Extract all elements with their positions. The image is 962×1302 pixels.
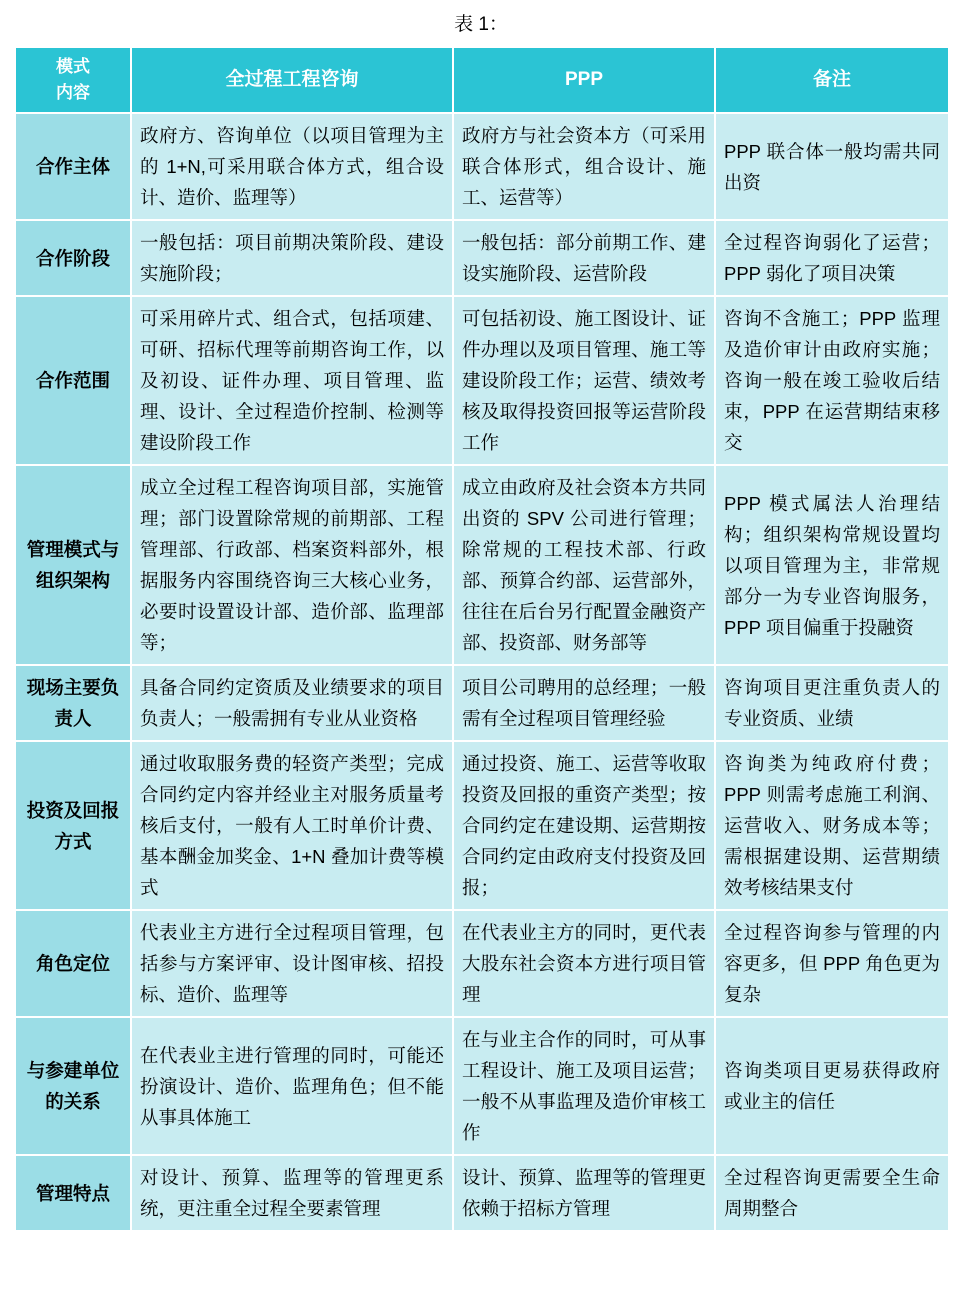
table-row bbox=[15, 220, 949, 296]
row-label: 现场主要负责人 bbox=[15, 665, 131, 741]
row-label: 合作范围 bbox=[15, 296, 131, 465]
row-label: 管理特点 bbox=[15, 1155, 131, 1231]
row-cell-consulting: 成立全过程工程咨询项目部，实施管理；部门设置除常规的前期部、工程管理部、行政部、档案资料部外，根据服务内容围绕咨询三大核心业务，必要时设置设计部、造价部、监理部等； bbox=[131, 465, 453, 665]
table-caption: 表 1： bbox=[454, 14, 508, 35]
row-label: 管理模式与组织架构 bbox=[15, 465, 131, 665]
corner-label-content: 内容 bbox=[56, 83, 90, 102]
corner-label-mode: 模式 bbox=[56, 57, 90, 76]
row-label: 合作主体 bbox=[15, 113, 131, 220]
row-cell-remarks: 全过程咨询更需要全生命周期整合 bbox=[715, 1155, 949, 1231]
row-cell-remarks: 全过程咨询弱化了运营；PPP 弱化了项目决策 bbox=[715, 220, 949, 296]
table-row bbox=[15, 665, 949, 741]
row-label: 投资及回报方式 bbox=[15, 741, 131, 910]
row-cell-consulting: 一般包括：项目前期决策阶段、建设实施阶段； bbox=[131, 220, 453, 296]
row-cell-consulting: 在代表业主进行管理的同时，可能还扮演设计、造价、监理角色；但不能从事具体施工 bbox=[131, 1017, 453, 1155]
table-row bbox=[15, 1017, 949, 1155]
row-cell-ppp: 通过投资、施工、运营等收取投资及回报的重资产类型；按合同约定在建设期、运营期按合同约定由政府支付投资及回报； bbox=[453, 741, 715, 910]
table-header-row bbox=[15, 47, 949, 113]
row-cell-consulting: 代表业主方进行全过程项目管理，包括参与方案评审、设计图审核、招投标、造价、监理等 bbox=[131, 910, 453, 1017]
row-cell-remarks: 全过程咨询参与管理的内容更多，但 PPP 角色更为复杂 bbox=[715, 910, 949, 1017]
table-row bbox=[15, 910, 949, 1017]
table-row bbox=[15, 741, 949, 910]
table-row bbox=[15, 113, 949, 220]
column-header-remarks: 备注 bbox=[715, 47, 949, 113]
row-cell-ppp: 可包括初设、施工图设计、证件办理以及项目管理、施工等建设阶段工作；运营、绩效考核及取得投资回报等运营阶段工作 bbox=[453, 296, 715, 465]
table-row bbox=[15, 1155, 949, 1231]
row-label: 合作阶段 bbox=[15, 220, 131, 296]
row-cell-consulting: 具备合同约定资质及业绩要求的项目负责人；一般需拥有专业从业资格 bbox=[131, 665, 453, 741]
table-corner-header bbox=[15, 47, 131, 113]
row-label: 角色定位 bbox=[15, 910, 131, 1017]
row-cell-ppp: 政府方与社会资本方（可采用联合体形式，组合设计、施工、运营等） bbox=[453, 113, 715, 220]
row-cell-consulting: 政府方、咨询单位（以项目管理为主的 1+N,可采用联合体方式，组合设计、造价、监理等） bbox=[131, 113, 453, 220]
row-cell-remarks: 咨询类为纯政府付费；PPP 则需考虑施工利润、运营收入、财务成本等；需根据建设期、运营期绩效考核结果支付 bbox=[715, 741, 949, 910]
row-cell-remarks: PPP 模式属法人治理结构；组织架构常规设置均以项目管理为主，非常规部分一为专业咨询服务，PPP 项目偏重于投融资 bbox=[715, 465, 949, 665]
column-header-whole-process-consulting: 全过程工程咨询 bbox=[131, 47, 453, 113]
row-cell-remarks: 咨询项目更注重负责人的专业资质、业绩 bbox=[715, 665, 949, 741]
table-row bbox=[15, 296, 949, 465]
row-cell-ppp: 设计、预算、监理等的管理更依赖于招标方管理 bbox=[453, 1155, 715, 1231]
row-cell-consulting: 通过收取服务费的轻资产类型；完成合同约定内容并经业主对服务质量考核后支付，一般有人工时单价计费、基本酬金加奖金、1+N 叠加计费等模式 bbox=[131, 741, 453, 910]
row-cell-ppp: 一般包括：部分前期工作、建设实施阶段、运营阶段 bbox=[453, 220, 715, 296]
row-cell-ppp: 在代表业主方的同时，更代表大股东社会资本方进行项目管理 bbox=[453, 910, 715, 1017]
row-cell-remarks: PPP 联合体一般均需共同出资 bbox=[715, 113, 949, 220]
comparison-table bbox=[14, 46, 950, 1232]
row-cell-ppp: 在与业主合作的同时，可从事工程设计、施工及项目运营；一般不从事监理及造价审核工作 bbox=[453, 1017, 715, 1155]
table-row bbox=[15, 465, 949, 665]
row-cell-remarks: 咨询不含施工；PPP 监理及造价审计由政府实施；咨询一般在竣工验收后结束，PPP 在运营期结束移交 bbox=[715, 296, 949, 465]
row-cell-remarks: 咨询类项目更易获得政府或业主的信任 bbox=[715, 1017, 949, 1155]
column-header-ppp: PPP bbox=[453, 47, 715, 113]
row-label: 与参建单位的关系 bbox=[15, 1017, 131, 1155]
row-cell-ppp: 成立由政府及社会资本方共同出资的 SPV 公司进行管理；除常规的工程技术部、行政部、预算合约部、运营部外，往往在后台另行配置金融资产部、投资部、财务部等 bbox=[453, 465, 715, 665]
row-cell-ppp: 项目公司聘用的总经理；一般需有全过程项目管理经验 bbox=[453, 665, 715, 741]
row-cell-consulting: 对设计、预算、监理等的管理更系统，更注重全过程全要素管理 bbox=[131, 1155, 453, 1231]
row-cell-consulting: 可采用碎片式、组合式，包括项建、可研、招标代理等前期咨询工作，以及初设、证件办理、项目管理、监理、设计、全过程造价控制、检测等建设阶段工作 bbox=[131, 296, 453, 465]
